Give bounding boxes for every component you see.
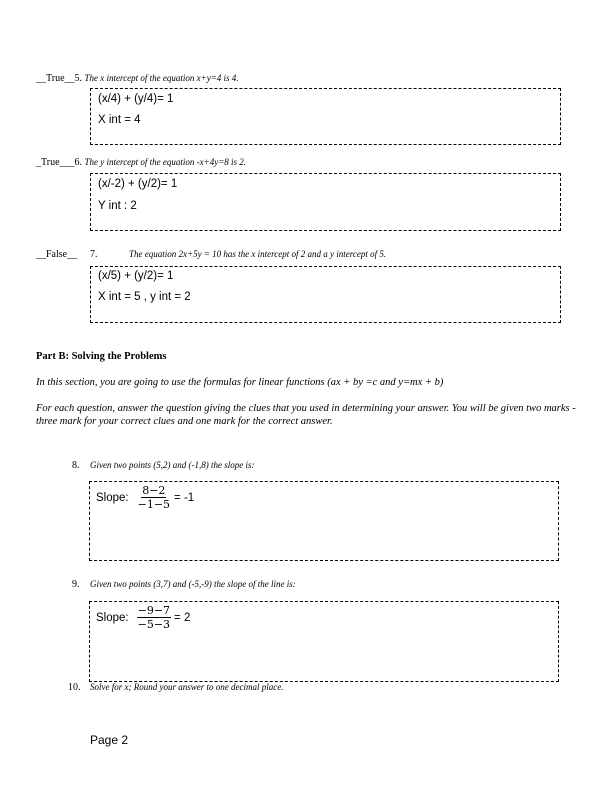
question-8-numerator: 8−2 — [142, 484, 166, 497]
question-8-denominator: −1−5 — [137, 498, 171, 511]
part-b-intro: In this section, you are going to use the formulas for linear functions (ax + by =c and y=mx + b) — [36, 377, 444, 388]
question-7-work-line1: (x/5) + (y/2)= 1 — [98, 270, 174, 282]
question-9-slope-fraction — [137, 604, 171, 631]
question-8-prompt-line — [90, 460, 254, 471]
question-7-work-line2: X int = 5 , y int = 2 — [98, 291, 191, 303]
question-7-prompt-line — [129, 249, 386, 260]
question-10-prompt-line — [90, 682, 283, 693]
question-5-work-line2: X int = 4 — [98, 114, 141, 126]
question-7-prompt: The equation 2x+5y = 10 has the x intercept of 2 and a y intercept of 5. — [129, 249, 387, 259]
question-9-denominator: −5−3 — [137, 618, 171, 631]
question-9-prompt: Given two points (3,7) and (-5,-9) the slope of the line is: — [90, 579, 296, 589]
question-8-result: = -1 — [174, 491, 195, 504]
question-10-number: 10. — [68, 682, 81, 693]
question-8-number: 8. — [72, 460, 80, 471]
question-9-prompt-line — [90, 579, 296, 590]
part-b-instructions: For each question, answer the question giving the clues that you used in determining your answer. You will be given two marks - three mark for your correct clues and one mark for the correct answer. — [36, 403, 576, 427]
question-9-slope-expression — [96, 604, 190, 631]
question-6-line — [36, 157, 246, 168]
question-7-prefix: __False__ — [36, 249, 78, 260]
question-5-prefix: __True__5. — [36, 73, 83, 84]
question-9-result: = 2 — [174, 611, 191, 624]
question-8-slope-fraction — [137, 484, 171, 511]
question-9-number: 9. — [72, 579, 80, 590]
question-6-work-line1: (x/-2) + (y/2)= 1 — [98, 178, 178, 190]
question-5-prompt: The x intercept of the equation x+y=4 is 4. — [84, 73, 239, 83]
question-5-line — [36, 73, 239, 84]
question-5-work-line1: (x/4) + (y/4)= 1 — [98, 93, 174, 105]
part-b-heading: Part B: Solving the Problems — [36, 351, 167, 362]
question-8-slope-label: Slope: — [96, 491, 129, 504]
question-9-numerator: −9−7 — [137, 604, 171, 617]
question-6-prefix: _True___6. — [36, 157, 83, 168]
page-number: Page 2 — [90, 733, 129, 747]
question-8-prompt: Given two points (5,2) and (-1,8) the slope is: — [90, 460, 255, 470]
question-6-prompt: The y intercept of the equation -x+4y=8 is 2. — [84, 157, 247, 167]
question-9-slope-label: Slope: — [96, 611, 129, 624]
question-8-slope-expression — [96, 484, 194, 511]
question-6-work-line2: Y int : 2 — [98, 200, 137, 212]
question-10-prompt: Solve for x; Round your answer to one decimal place. — [90, 682, 284, 692]
question-7-number: 7. — [90, 249, 98, 260]
